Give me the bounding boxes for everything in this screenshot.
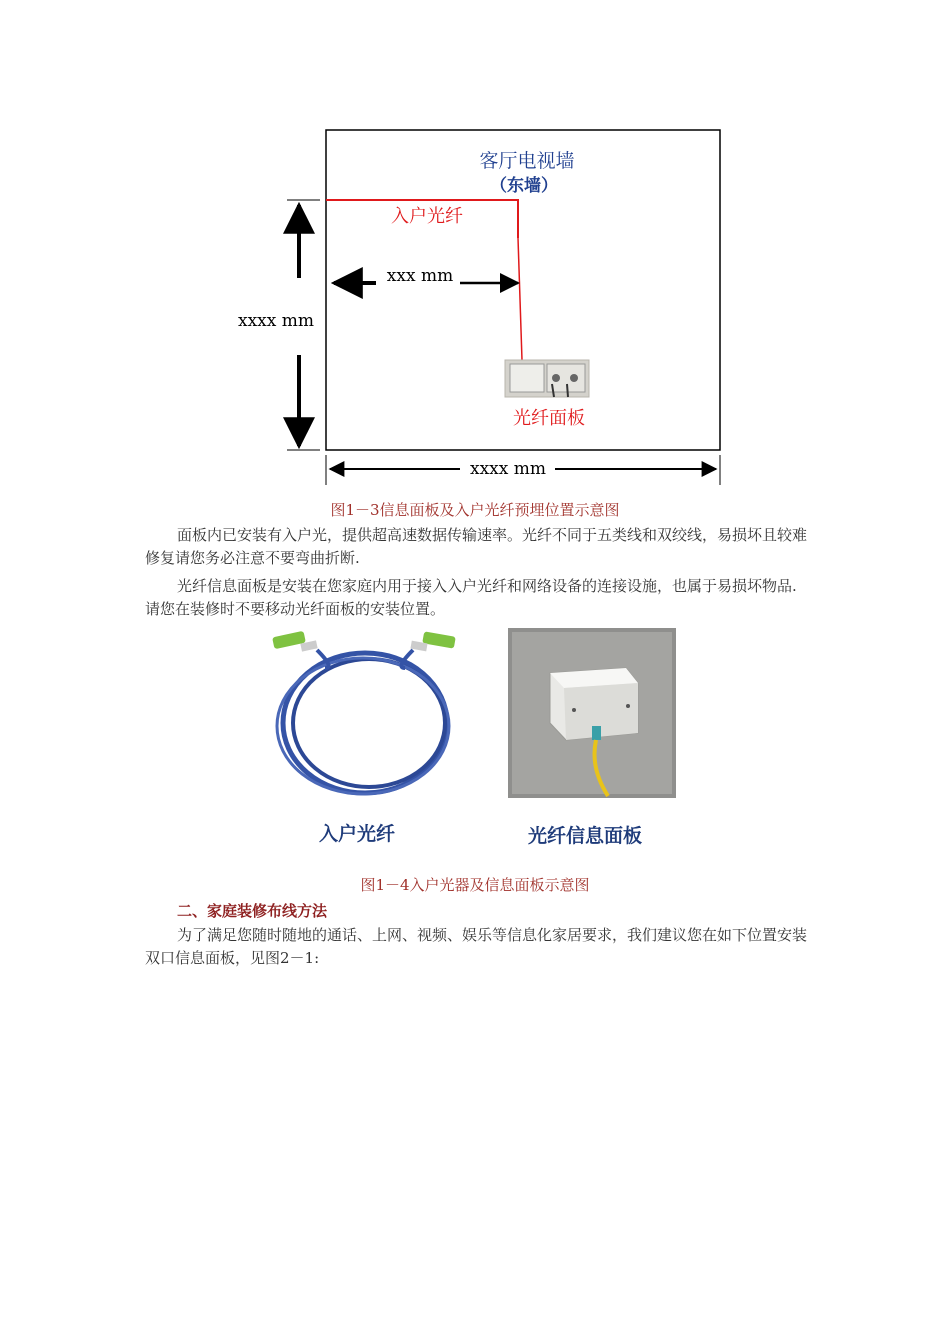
panel-photo bbox=[505, 360, 589, 397]
bottom-dim-label: xxxx mm bbox=[470, 459, 546, 479]
wall-title: 客厅电视墙 bbox=[479, 150, 575, 172]
panel-label: 光纤面板 bbox=[513, 408, 585, 429]
paragraph-1: 面板内已安装有入户光，提供超高速数据传输速率。光纤不同于五类线和双绞线，易损坏且较难修复请您务必注意不要弯曲折断. bbox=[145, 526, 808, 567]
figure-2-caption: 图1－4入户光器及信息面板示意图 bbox=[360, 876, 590, 894]
vertical-dim-label: xxxx mm bbox=[238, 311, 314, 331]
fiber-cable-label: 入户光纤 bbox=[319, 823, 396, 845]
fiber-route-down bbox=[518, 238, 522, 360]
fiber-panel-photo bbox=[508, 628, 676, 798]
figure-1-caption: 图1－3信息面板及入户光纤预埋位置示意图 bbox=[330, 501, 620, 519]
fiber-label: 入户光纤 bbox=[391, 206, 463, 227]
fiber-panel-label: 光纤信息面板 bbox=[528, 825, 643, 847]
fiber-cable-photo bbox=[265, 628, 470, 803]
fiber-layout-diagram bbox=[0, 0, 950, 500]
section-heading: 二、家庭装修布线方法 bbox=[177, 902, 328, 920]
horizontal-dim-label: xxx mm bbox=[386, 266, 454, 286]
paragraph-2: 光纤信息面板是安装在您家庭内用于接入入户光纤和网络设备的连接设施，也属于易损坏物品.请您在装修时不要移动光纤面板的安装位置。 bbox=[145, 577, 797, 618]
section-paragraph: 为了满足您随时随地的通话、上网、视频、娱乐等信息化家居要求，我们建议您在如下位置安装双口信息面板，见图2－1: bbox=[145, 926, 808, 967]
wall-subtitle: （东墙） bbox=[490, 176, 558, 196]
